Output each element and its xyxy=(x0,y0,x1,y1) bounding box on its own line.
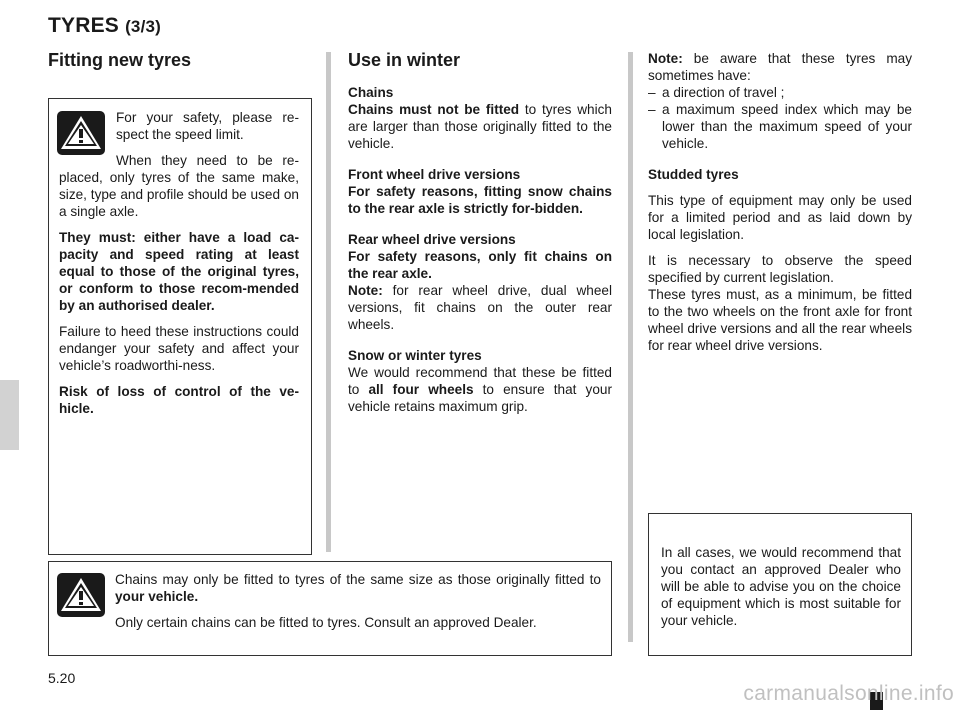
note-label: Note: xyxy=(648,51,683,66)
column-divider-2 xyxy=(628,52,633,642)
chains-title: Chains xyxy=(348,85,394,100)
rwd-note-label: Note: xyxy=(348,283,383,298)
chains-warning-pre: Chains may only be fitted to tyres of the same size as those originally fitted to xyxy=(115,572,601,587)
snow-pre: We would recommend that these be fitted to xyxy=(348,365,612,397)
winter-content xyxy=(348,84,612,424)
title-main: TYRES xyxy=(48,14,120,37)
note-intro xyxy=(648,50,912,84)
chains-rest: to tyres which are larger than those originally fitted to the vehicle. xyxy=(348,102,612,151)
dash-glyph: – xyxy=(648,102,656,117)
chains-warning-box xyxy=(48,561,612,656)
fwd-title: Front wheel drive versions xyxy=(348,167,521,182)
studded-title: Studded tyres xyxy=(648,167,739,182)
title-part: (3/3) xyxy=(125,17,162,36)
snow-bold: all four wheels xyxy=(368,382,474,397)
warning-para-load: They must: either have a load ca-pacity and speed rating at least equal to those of the original tyres, or conform to those recom-mended by an authorised dealer. xyxy=(59,230,299,313)
list-item-text: a maximum speed index which may be lower than the maximum speed of your vehicle. xyxy=(662,102,912,151)
fitting-heading: Fitting new tyres xyxy=(48,50,192,70)
warning-para-failure: Failure to heed these instructions could endanger your safety and affect your vehicle’s roadworthi-ness. xyxy=(59,324,299,373)
chains-warning-bold: your vehicle. xyxy=(115,589,199,604)
page-number: 5.20 xyxy=(48,670,76,686)
list-item xyxy=(648,101,912,152)
list-item xyxy=(648,84,912,101)
warning-para-risk: Risk of loss of control of the ve-hicle. xyxy=(59,384,299,416)
tyres-note-content xyxy=(648,50,912,363)
warning-para-speed: For your safety, please re-spect the speed limit. xyxy=(116,110,299,142)
snow-text xyxy=(348,364,612,415)
safety-warning-box xyxy=(48,98,312,555)
page-title xyxy=(48,14,161,38)
rwd-note-text: for rear wheel drive, dual wheel versions, fit chains on the outer rear wheels. xyxy=(348,283,612,332)
note-text: be aware that these tyres may sometimes have: xyxy=(648,51,912,83)
snow-title: Snow or winter tyres xyxy=(348,348,482,363)
chains-warning-para-2: Only certain chains can be fitted to tyres. Consult an approved Dealer. xyxy=(115,615,537,630)
chapter-tab xyxy=(0,380,19,450)
studded-para-2b: These tyres must, as a minimum, be fitted to the two wheels on the front axle for front wheel drive versions and all the rear wheels for rear wheel drive versions. xyxy=(648,287,912,353)
chains-text xyxy=(348,101,612,152)
rwd-title: Rear wheel drive versions xyxy=(348,232,516,247)
column-divider-1 xyxy=(326,52,331,552)
dealer-info-box xyxy=(648,513,912,656)
list-item-text: a direction of travel ; xyxy=(662,85,785,100)
rwd-text: For safety reasons, only fit chains on the rear axle. xyxy=(348,249,612,281)
chains-warning-para-1 xyxy=(115,571,601,605)
warning-para-replace: When they need to be re-placed, only tyres of the same make, size, type and profile should be used on a single axle. xyxy=(59,153,299,219)
snow-post: to ensure that your vehicle retains maximum grip. xyxy=(348,382,612,414)
studded-para-1: This type of equipment may only be used for a limited period and as laid down by local legislation. xyxy=(648,193,912,242)
chains-bold: Chains must not be fitted xyxy=(348,102,520,117)
rwd-note xyxy=(348,282,612,333)
fwd-text: For safety reasons, fitting snow chains to the rear axle is strictly for-bidden. xyxy=(348,184,612,216)
winter-heading: Use in winter xyxy=(348,50,461,70)
studded-para-2a: It is necessary to observe the speed specified by current legislation. xyxy=(648,253,912,285)
warning-triangle-icon xyxy=(57,573,105,617)
dash-glyph: – xyxy=(648,85,656,100)
dealer-info-text: In all cases, we would recommend that you contact an approved Dealer who will be able to advise you on the choice of equipment which is most suitable for your vehicle. xyxy=(661,545,901,628)
watermark: carmanualsonline.info xyxy=(743,682,954,705)
